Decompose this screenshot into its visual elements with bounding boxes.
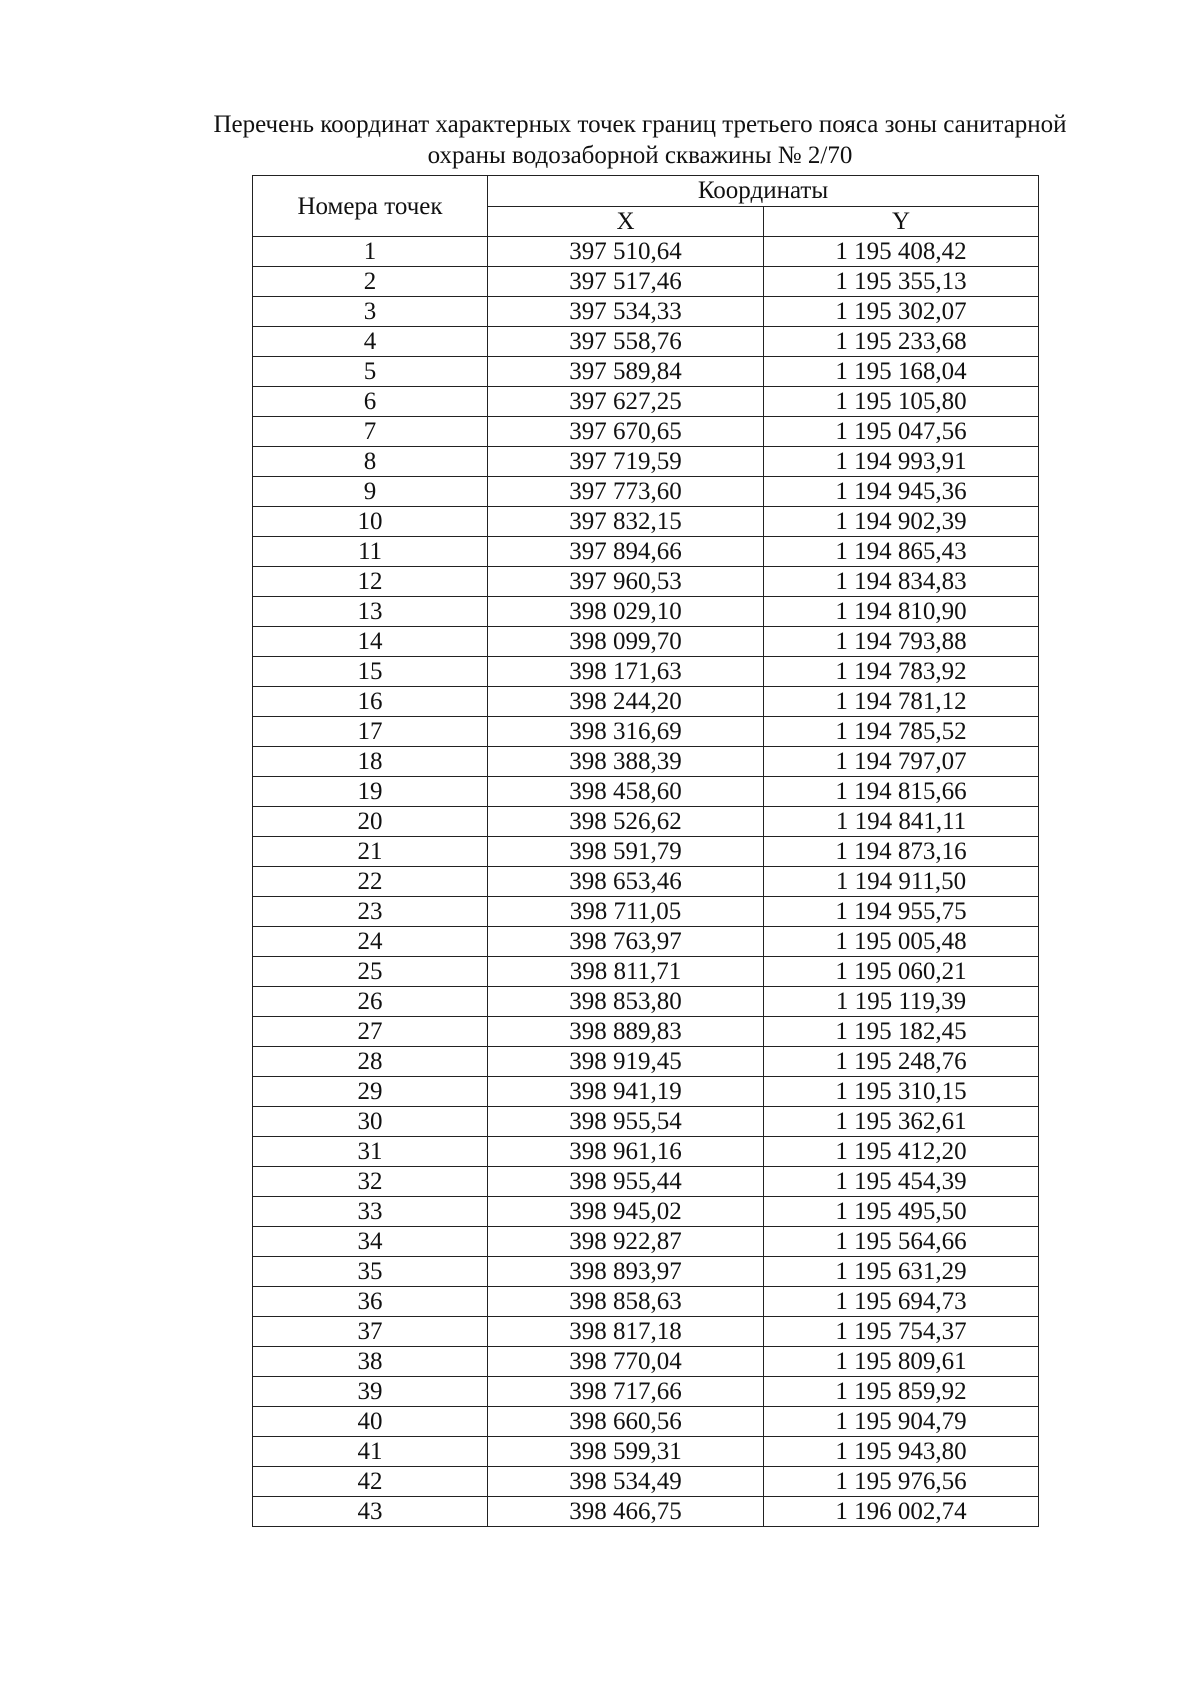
y-coordinate-cell: 1 195 976,56 [764,1467,1039,1497]
table-row [253,1497,1039,1527]
y-coordinate-cell: 1 195 754,37 [764,1317,1039,1347]
table-body [253,237,1039,1527]
point-number-cell: 19 [253,777,488,807]
x-coordinate-cell: 397 589,84 [488,357,764,387]
table-row [253,1077,1039,1107]
y-coordinate-cell: 1 195 105,80 [764,387,1039,417]
point-number-cell: 13 [253,597,488,627]
y-coordinate-cell: 1 195 060,21 [764,957,1039,987]
table-row [253,777,1039,807]
table-row [253,1017,1039,1047]
y-coordinate-cell: 1 195 005,48 [764,927,1039,957]
table-row [253,237,1039,267]
x-coordinate-cell: 398 945,02 [488,1197,764,1227]
table-row [253,1377,1039,1407]
x-coordinate-cell: 398 466,75 [488,1497,764,1527]
y-coordinate-cell: 1 195 495,50 [764,1197,1039,1227]
y-coordinate-cell: 1 195 564,66 [764,1227,1039,1257]
y-coordinate-cell: 1 194 865,43 [764,537,1039,567]
table-row [253,867,1039,897]
point-number-cell: 22 [253,867,488,897]
table-row [253,687,1039,717]
y-coordinate-cell: 1 194 873,16 [764,837,1039,867]
x-coordinate-cell: 398 029,10 [488,597,764,627]
point-number-cell: 14 [253,627,488,657]
point-number-cell: 3 [253,297,488,327]
x-coordinate-cell: 398 458,60 [488,777,764,807]
y-coordinate-cell: 1 195 168,04 [764,357,1039,387]
header-coordinates: Координаты [488,176,1039,207]
table-row [253,1287,1039,1317]
point-number-cell: 1 [253,237,488,267]
y-coordinate-cell: 1 195 233,68 [764,327,1039,357]
table-row [253,1437,1039,1467]
x-coordinate-cell: 398 534,49 [488,1467,764,1497]
y-coordinate-cell: 1 194 911,50 [764,867,1039,897]
x-coordinate-cell: 398 244,20 [488,687,764,717]
point-number-cell: 18 [253,747,488,777]
point-number-cell: 6 [253,387,488,417]
table-row [253,537,1039,567]
x-coordinate-cell: 398 853,80 [488,987,764,1017]
point-number-cell: 39 [253,1377,488,1407]
table-row [253,1197,1039,1227]
point-number-cell: 7 [253,417,488,447]
point-number-cell: 21 [253,837,488,867]
y-coordinate-cell: 1 194 810,90 [764,597,1039,627]
x-coordinate-cell: 398 711,05 [488,897,764,927]
x-coordinate-cell: 398 526,62 [488,807,764,837]
table-row [253,567,1039,597]
y-coordinate-cell: 1 194 797,07 [764,747,1039,777]
point-number-cell: 42 [253,1467,488,1497]
point-number-cell: 23 [253,897,488,927]
x-coordinate-cell: 398 653,46 [488,867,764,897]
y-coordinate-cell: 1 194 902,39 [764,507,1039,537]
point-number-cell: 32 [253,1167,488,1197]
y-coordinate-cell: 1 195 362,61 [764,1107,1039,1137]
y-coordinate-cell: 1 194 993,91 [764,447,1039,477]
table-row [253,657,1039,687]
point-number-cell: 24 [253,927,488,957]
y-coordinate-cell: 1 194 783,92 [764,657,1039,687]
x-coordinate-cell: 398 955,54 [488,1107,764,1137]
point-number-cell: 26 [253,987,488,1017]
table-row [253,327,1039,357]
x-coordinate-cell: 397 773,60 [488,477,764,507]
title-line-2: охраны водозаборной скважины № 2/70 [427,142,853,169]
point-number-cell: 40 [253,1407,488,1437]
x-coordinate-cell: 397 670,65 [488,417,764,447]
y-coordinate-cell: 1 195 904,79 [764,1407,1039,1437]
x-coordinate-cell: 397 517,46 [488,267,764,297]
y-coordinate-cell: 1 194 815,66 [764,777,1039,807]
x-coordinate-cell: 397 627,25 [488,387,764,417]
point-number-cell: 30 [253,1107,488,1137]
y-coordinate-cell: 1 195 454,39 [764,1167,1039,1197]
point-number-cell: 4 [253,327,488,357]
y-coordinate-cell: 1 194 834,83 [764,567,1039,597]
table-header [253,176,1039,237]
point-number-cell: 11 [253,537,488,567]
point-number-cell: 36 [253,1287,488,1317]
point-number-cell: 9 [253,477,488,507]
table-row [253,357,1039,387]
point-number-cell: 12 [253,567,488,597]
point-number-cell: 29 [253,1077,488,1107]
x-coordinate-cell: 398 893,97 [488,1257,764,1287]
table-row [253,1407,1039,1437]
point-number-cell: 35 [253,1257,488,1287]
point-number-cell: 17 [253,717,488,747]
y-coordinate-cell: 1 194 955,75 [764,897,1039,927]
point-number-cell: 20 [253,807,488,837]
y-coordinate-cell: 1 195 302,07 [764,297,1039,327]
x-coordinate-cell: 398 858,63 [488,1287,764,1317]
table-row [253,267,1039,297]
y-coordinate-cell: 1 195 408,42 [764,237,1039,267]
x-coordinate-cell: 398 817,18 [488,1317,764,1347]
table-row [253,297,1039,327]
x-coordinate-cell: 398 099,70 [488,627,764,657]
y-coordinate-cell: 1 194 793,88 [764,627,1039,657]
x-coordinate-cell: 398 811,71 [488,957,764,987]
point-number-cell: 38 [253,1347,488,1377]
table-row [253,1107,1039,1137]
point-number-cell: 27 [253,1017,488,1047]
y-coordinate-cell: 1 195 859,92 [764,1377,1039,1407]
x-coordinate-cell: 398 919,45 [488,1047,764,1077]
table-row [253,1257,1039,1287]
x-coordinate-cell: 397 510,64 [488,237,764,267]
point-number-cell: 5 [253,357,488,387]
point-number-cell: 41 [253,1437,488,1467]
table-row [253,627,1039,657]
table-row [253,747,1039,777]
point-number-cell: 43 [253,1497,488,1527]
x-coordinate-cell: 398 763,97 [488,927,764,957]
y-coordinate-cell: 1 195 355,13 [764,267,1039,297]
table-row [253,387,1039,417]
table-row [253,477,1039,507]
table-row [253,807,1039,837]
table-row [253,897,1039,927]
table-row [253,507,1039,537]
table-row [253,417,1039,447]
point-number-cell: 33 [253,1197,488,1227]
x-coordinate-cell: 398 171,63 [488,657,764,687]
y-coordinate-cell: 1 195 809,61 [764,1347,1039,1377]
y-coordinate-cell: 1 195 248,76 [764,1047,1039,1077]
table-row [253,1347,1039,1377]
y-coordinate-cell: 1 195 943,80 [764,1437,1039,1467]
point-number-cell: 37 [253,1317,488,1347]
x-coordinate-cell: 398 770,04 [488,1347,764,1377]
table-row [253,1227,1039,1257]
title-line-1: Перечень координат характерных точек границ третьего пояса зоны санитарной [213,111,1067,138]
point-number-cell: 10 [253,507,488,537]
point-number-cell: 15 [253,657,488,687]
x-coordinate-cell: 398 660,56 [488,1407,764,1437]
x-coordinate-cell: 398 388,39 [488,747,764,777]
y-coordinate-cell: 1 196 002,74 [764,1497,1039,1527]
header-point-numbers: Номера точек [253,176,488,237]
x-coordinate-cell: 397 558,76 [488,327,764,357]
x-coordinate-cell: 398 316,69 [488,717,764,747]
table-row [253,717,1039,747]
x-coordinate-cell: 398 717,66 [488,1377,764,1407]
point-number-cell: 31 [253,1137,488,1167]
x-coordinate-cell: 397 960,53 [488,567,764,597]
coordinates-table [252,175,1039,1527]
x-coordinate-cell: 398 955,44 [488,1167,764,1197]
y-coordinate-cell: 1 194 785,52 [764,717,1039,747]
document-title [150,109,1130,171]
point-number-cell: 8 [253,447,488,477]
y-coordinate-cell: 1 195 694,73 [764,1287,1039,1317]
point-number-cell: 34 [253,1227,488,1257]
table-row [253,1467,1039,1497]
x-coordinate-cell: 397 894,66 [488,537,764,567]
y-coordinate-cell: 1 194 841,11 [764,807,1039,837]
x-coordinate-cell: 398 591,79 [488,837,764,867]
y-coordinate-cell: 1 194 781,12 [764,687,1039,717]
x-coordinate-cell: 398 941,19 [488,1077,764,1107]
y-coordinate-cell: 1 195 047,56 [764,417,1039,447]
header-y: Y [764,206,1039,237]
table-row [253,987,1039,1017]
point-number-cell: 28 [253,1047,488,1077]
table-row [253,957,1039,987]
table-row [253,837,1039,867]
x-coordinate-cell: 398 922,87 [488,1227,764,1257]
x-coordinate-cell: 398 889,83 [488,1017,764,1047]
table-row [253,597,1039,627]
table-row [253,1137,1039,1167]
table-row [253,1317,1039,1347]
header-x: X [488,206,764,237]
x-coordinate-cell: 397 719,59 [488,447,764,477]
table-row [253,1167,1039,1197]
x-coordinate-cell: 398 599,31 [488,1437,764,1467]
point-number-cell: 25 [253,957,488,987]
x-coordinate-cell: 397 534,33 [488,297,764,327]
point-number-cell: 2 [253,267,488,297]
y-coordinate-cell: 1 195 119,39 [764,987,1039,1017]
point-number-cell: 16 [253,687,488,717]
x-coordinate-cell: 397 832,15 [488,507,764,537]
y-coordinate-cell: 1 195 412,20 [764,1137,1039,1167]
y-coordinate-cell: 1 195 310,15 [764,1077,1039,1107]
table-row [253,1047,1039,1077]
y-coordinate-cell: 1 195 182,45 [764,1017,1039,1047]
y-coordinate-cell: 1 195 631,29 [764,1257,1039,1287]
table-row [253,447,1039,477]
table-row [253,927,1039,957]
y-coordinate-cell: 1 194 945,36 [764,477,1039,507]
x-coordinate-cell: 398 961,16 [488,1137,764,1167]
